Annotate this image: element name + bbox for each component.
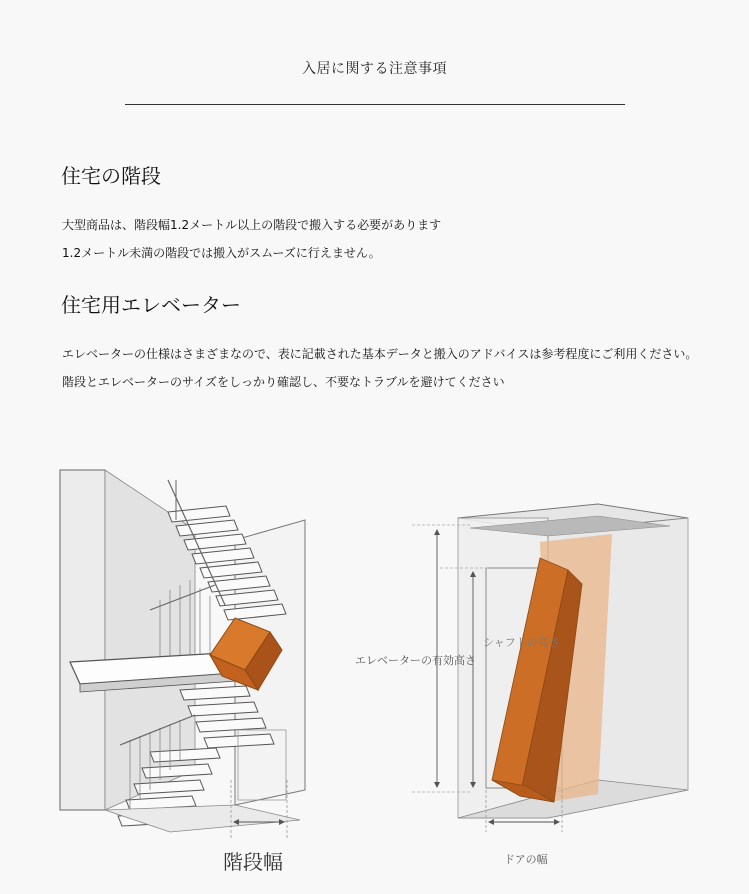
door-width-label: ドアの幅: [504, 853, 548, 866]
stair-width-label: 階段幅: [223, 850, 283, 874]
elevator-text-line2: 階段とエレベーターのサイズをしっかり確認し、不要なトラブルを避けてください: [62, 375, 505, 389]
elevator-heading: 住宅用エレベーター: [61, 293, 241, 317]
stairs-heading: 住宅の階段: [61, 164, 161, 188]
page-title: 入居に関する注意事項: [302, 61, 447, 77]
title-divider: [125, 104, 625, 105]
elevator-text-line1: エレベーターの仕様はさまざまなので、表に記載された基本データと搬入のアドバイスは参考程度にご利用ください。: [62, 347, 698, 361]
elevator-illustration: [412, 504, 688, 832]
stairs-text-line1: 大型商品は、階段幅1.2メートル以上の階段で搬入する必要があります: [62, 218, 442, 232]
elevator-height-label: エレベーターの有効高さ: [355, 654, 476, 667]
shaft-height-label: シャフトの高さ: [483, 636, 560, 649]
stairs-text-line2: 1.2メートル未満の階段では搬入がスムーズに行えません。: [62, 246, 381, 260]
staircase-illustration: [60, 470, 305, 838]
